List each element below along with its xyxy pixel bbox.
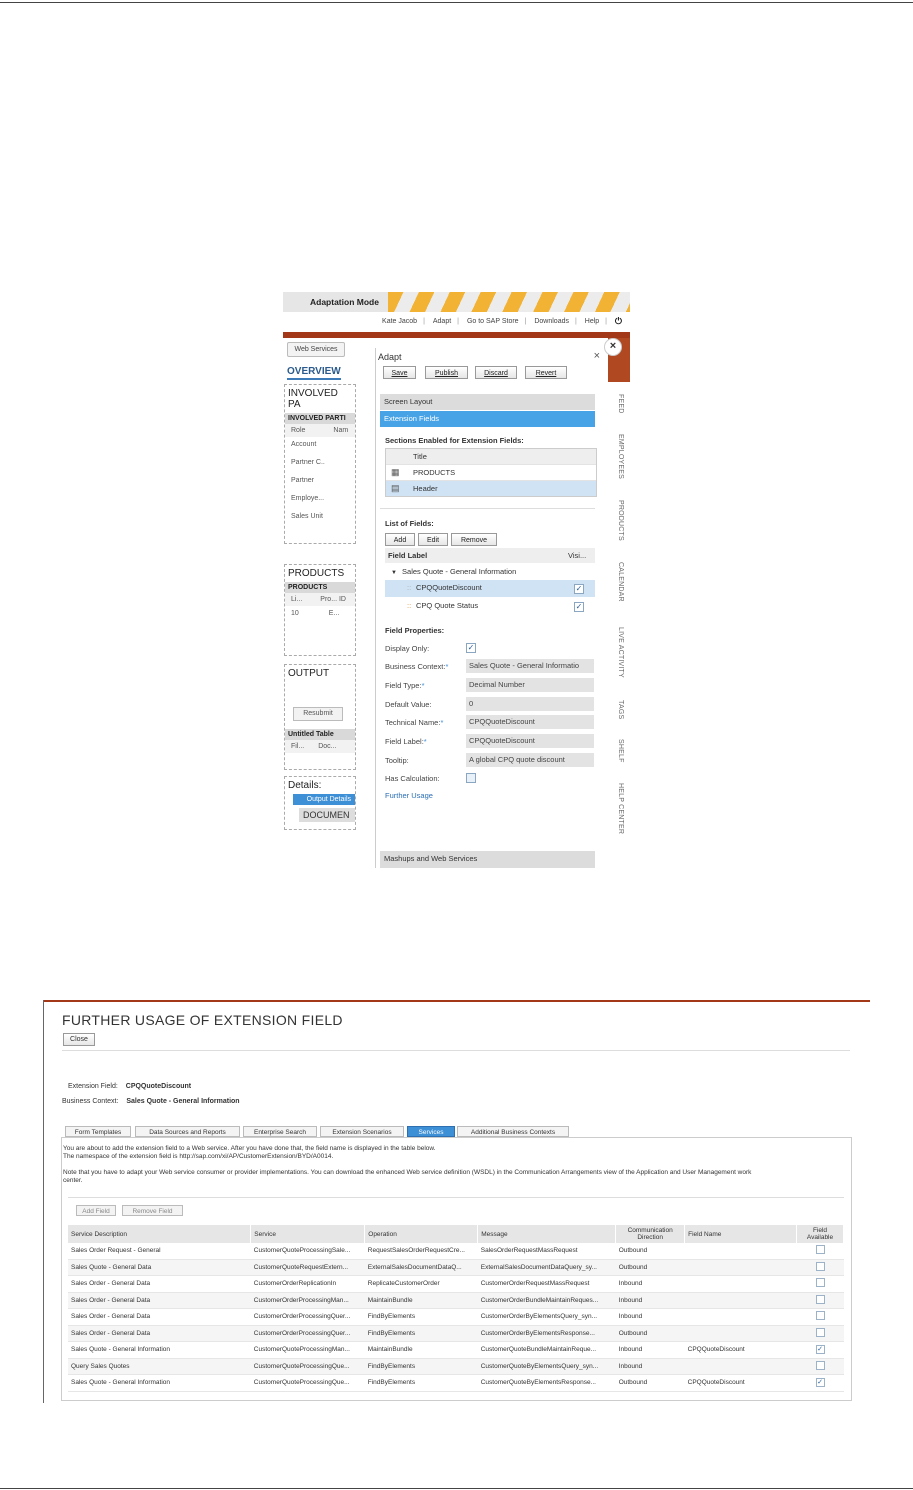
document-tab[interactable]: DOCUMEN bbox=[299, 808, 355, 822]
nav-shelf[interactable]: SHELF bbox=[617, 739, 624, 763]
service-description-cell: Sales Quote - General Information bbox=[68, 1375, 251, 1392]
visible-checkbox[interactable]: ✓ bbox=[575, 602, 583, 611]
default-value-field[interactable]: 0 bbox=[466, 697, 594, 711]
field-available-cell bbox=[797, 1342, 844, 1359]
message-cell: CustomerQuoteByElementsResponse... bbox=[478, 1375, 616, 1392]
table-row[interactable] bbox=[68, 1259, 844, 1276]
products-row: 10 E... bbox=[291, 610, 340, 617]
remove-field-button[interactable]: Remove bbox=[451, 533, 497, 546]
output-heading: OUTPUT bbox=[288, 668, 330, 679]
user-bar bbox=[283, 312, 630, 332]
direction-cell: Outbound bbox=[616, 1375, 685, 1392]
field-name-cell bbox=[685, 1309, 797, 1326]
service-description-cell: Sales Order Request - General bbox=[68, 1243, 251, 1259]
web-services-tab[interactable]: Web Services bbox=[287, 342, 345, 357]
field-available-checkbox[interactable] bbox=[816, 1311, 825, 1320]
field-available-checkbox[interactable] bbox=[816, 1295, 825, 1304]
sections-label: Sections Enabled for Extension Fields: bbox=[385, 436, 524, 445]
field-properties-label: Field Properties: bbox=[385, 626, 445, 635]
untitled-table-columns: Fil... Doc... bbox=[285, 740, 355, 753]
visible-checkbox[interactable]: ✓ bbox=[575, 584, 583, 593]
adaptation-mode-bar bbox=[283, 292, 630, 312]
involved-parties-section bbox=[284, 384, 356, 544]
field-type-field[interactable]: Decimal Number bbox=[466, 678, 594, 692]
products-columns: Li... Pro... ID bbox=[285, 593, 355, 606]
service-description-cell: Query Sales Quotes bbox=[68, 1358, 251, 1375]
message-cell: CustomerOrderRequestMassRequest bbox=[478, 1276, 616, 1293]
adapt-screenshot bbox=[283, 292, 630, 868]
further-usage-accent-bar bbox=[43, 1000, 870, 1002]
services-table-body bbox=[68, 1243, 844, 1391]
tab-enterprise-search[interactable]: Enterprise Search bbox=[243, 1126, 317, 1137]
direction-cell: Inbound bbox=[616, 1276, 685, 1293]
page-bottom-rule bbox=[0, 1488, 913, 1489]
field-available-checkbox[interactable] bbox=[816, 1262, 825, 1271]
publish-button[interactable]: Publish bbox=[425, 366, 468, 379]
field-row-discount[interactable]: :: CPQQuoteDiscount ✓ bbox=[385, 580, 595, 597]
tooltip-field[interactable]: A global CPQ quote discount bbox=[466, 753, 594, 767]
adaptation-stripes bbox=[388, 292, 630, 312]
technical-name-field[interactable]: CPQQuoteDiscount bbox=[466, 715, 594, 729]
operation-cell: RequestSalesOrderRequestCre... bbox=[365, 1243, 478, 1259]
table-row[interactable] bbox=[68, 1276, 844, 1293]
service-cell: CustomerOrderProcessingQuer... bbox=[251, 1325, 365, 1342]
field-available-checkbox[interactable]: ✓ bbox=[817, 1379, 823, 1387]
add-field-button[interactable]: Add bbox=[385, 533, 415, 546]
field-available-cell bbox=[797, 1375, 844, 1392]
close-button[interactable]: Close bbox=[63, 1033, 95, 1046]
table-row[interactable] bbox=[68, 1342, 844, 1359]
message-cell: CustomerOrderByElementsResponse... bbox=[478, 1325, 616, 1342]
fields-header: Field Label Visi... bbox=[385, 548, 595, 563]
service-description-cell: Sales Quote - General Information bbox=[68, 1342, 251, 1359]
save-button[interactable]: Save bbox=[383, 366, 416, 379]
table-row[interactable] bbox=[68, 1358, 844, 1375]
business-context-value: Sales Quote - General Information bbox=[126, 1098, 240, 1105]
message-cell: CustomerOrderByElementsQuery_syn... bbox=[478, 1309, 616, 1326]
tab-extension-scenarios[interactable]: Extension Scenarios bbox=[320, 1126, 404, 1137]
page-top-rule bbox=[0, 2, 913, 3]
field-available-cell bbox=[797, 1259, 844, 1276]
service-cell: CustomerQuoteRequestExtern... bbox=[251, 1259, 365, 1276]
nav-products[interactable]: PRODUCTS bbox=[617, 500, 624, 541]
column-header[interactable]: Field Name bbox=[685, 1225, 797, 1243]
table-row[interactable] bbox=[68, 1243, 844, 1259]
field-group-row[interactable]: ▼ Sales Quote - General Information bbox=[391, 567, 517, 576]
help-link[interactable]: Help bbox=[584, 318, 600, 325]
service-description-cell: Sales Order - General Data bbox=[68, 1309, 251, 1326]
tab-services[interactable]: Services bbox=[407, 1126, 455, 1137]
service-cell: CustomerOrderProcessingQuer... bbox=[251, 1309, 365, 1326]
operation-cell: MaintainBundle bbox=[365, 1292, 478, 1309]
screen-layout-item[interactable]: Screen Layout bbox=[380, 394, 595, 410]
remove-field-button[interactable]: Remove Field bbox=[122, 1205, 183, 1216]
discard-button[interactable]: Discard bbox=[475, 366, 517, 379]
nav-employees[interactable]: EMPLOYEES bbox=[617, 434, 624, 479]
list-of-fields-label: List of Fields: bbox=[385, 519, 434, 528]
field-name-cell bbox=[685, 1243, 797, 1259]
has-calculation-label: Has Calculation: bbox=[385, 774, 440, 783]
table-row[interactable] bbox=[68, 1292, 844, 1309]
operation-cell: ReplicateCustomerOrder bbox=[365, 1276, 478, 1293]
column-header[interactable]: Communication Direction bbox=[616, 1225, 685, 1243]
close-icon[interactable]: × bbox=[593, 350, 600, 362]
field-available-cell bbox=[797, 1243, 844, 1259]
field-name-cell bbox=[685, 1325, 797, 1342]
field-label-field[interactable]: CPQQuoteDiscount bbox=[466, 734, 594, 748]
adaptation-mode-title: Adaptation Mode bbox=[310, 297, 379, 307]
adapt-dialog-title: Adapt bbox=[378, 352, 402, 362]
user-links: Kate Jacob | Adapt | Go to SAP Store | Downloads | Help | bbox=[382, 318, 607, 325]
role-row: Employe... bbox=[291, 495, 325, 502]
extension-field-info bbox=[68, 1083, 191, 1090]
downloads-link[interactable]: Downloads bbox=[534, 318, 569, 325]
edit-field-button[interactable]: Edit bbox=[418, 533, 448, 546]
operation-cell: MaintainBundle bbox=[365, 1342, 478, 1359]
services-note-line: The namespace of the extension field is http://sap.com/xi/AP/CustomerExtension/BYD/A0014. bbox=[63, 1153, 334, 1160]
adapt-link[interactable]: Adapt bbox=[432, 318, 452, 325]
field-available-cell bbox=[797, 1309, 844, 1326]
revert-button[interactable]: Revert bbox=[525, 366, 567, 379]
technical-name-label: Technical Name:* bbox=[385, 718, 444, 727]
message-cell: CustomerOrderBundleMaintainReques... bbox=[478, 1292, 616, 1309]
tab-additional-contexts[interactable]: Additional Business Contexts bbox=[457, 1126, 569, 1137]
tooltip-label: Tooltip: bbox=[385, 756, 409, 765]
direction-cell: Inbound bbox=[616, 1292, 685, 1309]
message-cell: SalesOrderRequestMassRequest bbox=[478, 1243, 616, 1259]
field-row-status[interactable]: :: CPQ Quote Status ✓ bbox=[385, 598, 595, 615]
extension-field-value: CPQQuoteDiscount bbox=[125, 1083, 192, 1090]
operation-cell: FindByElements bbox=[365, 1375, 478, 1392]
nav-help-center[interactable]: HELP CENTER bbox=[617, 783, 624, 835]
table-row[interactable] bbox=[68, 1325, 844, 1342]
column-header[interactable]: Message bbox=[478, 1225, 616, 1243]
services-note-line: Note that you have to adapt your Web service consumer or provider implementations. You can download the enhanced Web service definition (WSDL) in the Communication Arrangements view of the Application and User Management work bbox=[63, 1169, 752, 1176]
message-cell: CustomerQuoteByElementsQuery_syn... bbox=[478, 1358, 616, 1375]
field-name-cell bbox=[685, 1358, 797, 1375]
service-cell: CustomerQuoteProcessingQue... bbox=[251, 1358, 365, 1375]
service-cell: CustomerOrderReplicationIn bbox=[251, 1276, 365, 1293]
field-available-cell bbox=[797, 1276, 844, 1293]
output-details-tab[interactable]: Output Details bbox=[293, 794, 355, 805]
business-context-info bbox=[62, 1098, 240, 1105]
field-available-checkbox[interactable]: ✓ bbox=[817, 1346, 823, 1354]
field-name-cell bbox=[685, 1276, 797, 1293]
service-cell: CustomerQuoteProcessingMan... bbox=[251, 1342, 365, 1359]
section-row-header[interactable]: ▤ Header bbox=[386, 481, 596, 496]
direction-cell: Inbound bbox=[616, 1358, 685, 1375]
field-label-label: Field Label:* bbox=[385, 737, 427, 746]
role-row: Partner C.. bbox=[291, 459, 325, 466]
services-note-line: You are about to add the extension field to a Web service. After you have done that, the field name is displayed in the table below. bbox=[63, 1145, 436, 1152]
service-description-cell: Sales Quote - General Data bbox=[68, 1259, 251, 1276]
operation-cell: FindByElements bbox=[365, 1309, 478, 1326]
products-section bbox=[284, 564, 356, 656]
resubmit-button[interactable]: Resubmit bbox=[293, 707, 343, 721]
sections-table bbox=[385, 448, 597, 497]
further-usage-link[interactable]: Further Usage bbox=[385, 791, 433, 800]
sections-header: Title bbox=[386, 449, 596, 465]
untitled-table-bar: Untitled Table bbox=[285, 729, 355, 740]
service-description-cell: Sales Order - General Data bbox=[68, 1276, 251, 1293]
field-name-cell: CPQQuoteDiscount bbox=[685, 1342, 797, 1359]
further-usage-left-border bbox=[43, 1000, 44, 1403]
field-available-cell bbox=[797, 1325, 844, 1342]
further-usage-screenshot bbox=[43, 1000, 870, 1403]
field-name-cell bbox=[685, 1259, 797, 1276]
service-description-cell: Sales Order - General Data bbox=[68, 1325, 251, 1342]
field-available-checkbox[interactable] bbox=[816, 1278, 825, 1287]
field-name-cell: CPQQuoteDiscount bbox=[685, 1375, 797, 1392]
direction-cell: Outbound bbox=[616, 1325, 685, 1342]
power-icon[interactable]: ⏻ bbox=[614, 316, 622, 326]
overview-tab[interactable]: OVERVIEW bbox=[287, 366, 341, 380]
field-type-label: Field Type:* bbox=[385, 681, 425, 690]
field-drag-icon: :: bbox=[407, 583, 412, 592]
service-description-cell: Sales Order - General Data bbox=[68, 1292, 251, 1309]
title-divider bbox=[62, 1050, 850, 1051]
business-context-field[interactable]: Sales Quote - General Informatio bbox=[466, 659, 594, 673]
field-available-checkbox[interactable] bbox=[816, 1361, 825, 1370]
sap-store-link[interactable]: Go to SAP Store bbox=[466, 318, 519, 325]
adapt-dialog bbox=[375, 348, 604, 868]
field-name-cell bbox=[685, 1292, 797, 1309]
details-section bbox=[284, 776, 356, 830]
direction-cell: Inbound bbox=[616, 1309, 685, 1326]
nav-tags[interactable]: TAGS bbox=[617, 700, 624, 720]
business-context-label: Business Context:* bbox=[385, 662, 449, 671]
direction-cell: Outbound bbox=[616, 1243, 685, 1259]
field-available-checkbox[interactable] bbox=[816, 1328, 825, 1337]
tab-form-templates[interactable]: Form Templates bbox=[65, 1126, 131, 1137]
expand-triangle-icon[interactable]: ▼ bbox=[391, 570, 397, 576]
table-row[interactable] bbox=[68, 1375, 844, 1392]
field-available-cell bbox=[797, 1292, 844, 1309]
operation-cell: FindByElements bbox=[365, 1325, 478, 1342]
role-column-header: Role Nam bbox=[285, 424, 355, 437]
table-row[interactable] bbox=[68, 1309, 844, 1326]
user-name-link[interactable]: Kate Jacob bbox=[382, 318, 418, 325]
default-value-label: Default Value: bbox=[385, 700, 432, 709]
service-cell: CustomerQuoteProcessingQue... bbox=[251, 1375, 365, 1392]
field-drag-icon: :: bbox=[407, 601, 412, 610]
services-note-line: center. bbox=[63, 1177, 83, 1184]
message-cell: ExternalSalesDocumentDataQuery_sy... bbox=[478, 1259, 616, 1276]
section-row-products[interactable]: ▦ PRODUCTS bbox=[386, 465, 596, 481]
services-table bbox=[68, 1225, 844, 1392]
field-available-checkbox[interactable] bbox=[816, 1245, 825, 1254]
display-only-checkbox[interactable]: ✓ bbox=[467, 643, 475, 652]
column-header[interactable]: Service Description bbox=[68, 1225, 251, 1243]
nav-live-activity[interactable]: LIVE ACTIVITY bbox=[617, 627, 624, 678]
role-row: Account bbox=[291, 441, 317, 448]
message-cell: CustomerQuoteBundleMaintainReque... bbox=[478, 1342, 616, 1359]
role-row: Partner bbox=[291, 477, 314, 484]
extension-field-label: Extension Field: bbox=[68, 1083, 118, 1090]
display-only-label: Display Only: bbox=[385, 644, 430, 653]
role-row: Sales Unit bbox=[291, 513, 323, 520]
operation-cell: FindByElements bbox=[365, 1358, 478, 1375]
products-bar: PRODUCTS bbox=[285, 582, 355, 593]
mashups-web-services-item[interactable]: Mashups and Web Services bbox=[380, 851, 595, 868]
further-usage-title: FURTHER USAGE OF EXTENSION FIELD bbox=[62, 1012, 343, 1028]
output-section bbox=[284, 664, 356, 770]
tab-data-sources[interactable]: Data Sources and Reports bbox=[135, 1126, 240, 1137]
form-header-icon: ▤ bbox=[391, 483, 400, 493]
services-table-header bbox=[68, 1225, 844, 1243]
direction-cell: Outbound bbox=[616, 1259, 685, 1276]
nav-calendar[interactable]: CALENDAR bbox=[617, 562, 624, 602]
left-content-panel bbox=[283, 338, 356, 868]
service-cell: CustomerQuoteProcessingSale... bbox=[251, 1243, 365, 1259]
field-available-cell bbox=[797, 1358, 844, 1375]
close-circle-icon[interactable]: × bbox=[604, 338, 622, 356]
column-header[interactable]: Service bbox=[251, 1225, 365, 1243]
column-header[interactable]: Operation bbox=[365, 1225, 478, 1243]
nav-feed[interactable]: FEED bbox=[617, 394, 624, 414]
details-heading: Details: bbox=[288, 780, 322, 791]
service-cell: CustomerOrderProcessingMan... bbox=[251, 1292, 365, 1309]
direction-cell: Inbound bbox=[616, 1342, 685, 1359]
has-calculation-checkbox[interactable] bbox=[466, 773, 476, 783]
operation-cell: ExternalSalesDocumentDataQ... bbox=[365, 1259, 478, 1276]
add-field-button[interactable]: Add Field bbox=[76, 1205, 116, 1216]
involved-parties-bar: INVOLVED PARTI bbox=[285, 413, 355, 424]
products-heading: PRODUCTS bbox=[288, 568, 345, 579]
column-header[interactable]: Field Available bbox=[797, 1225, 844, 1243]
extension-fields-item[interactable]: Extension Fields bbox=[380, 411, 595, 427]
business-context-label: Business Context: bbox=[62, 1098, 119, 1105]
involved-parties-heading: INVOLVED PA bbox=[288, 388, 338, 410]
table-grid-icon: ▦ bbox=[391, 467, 400, 477]
